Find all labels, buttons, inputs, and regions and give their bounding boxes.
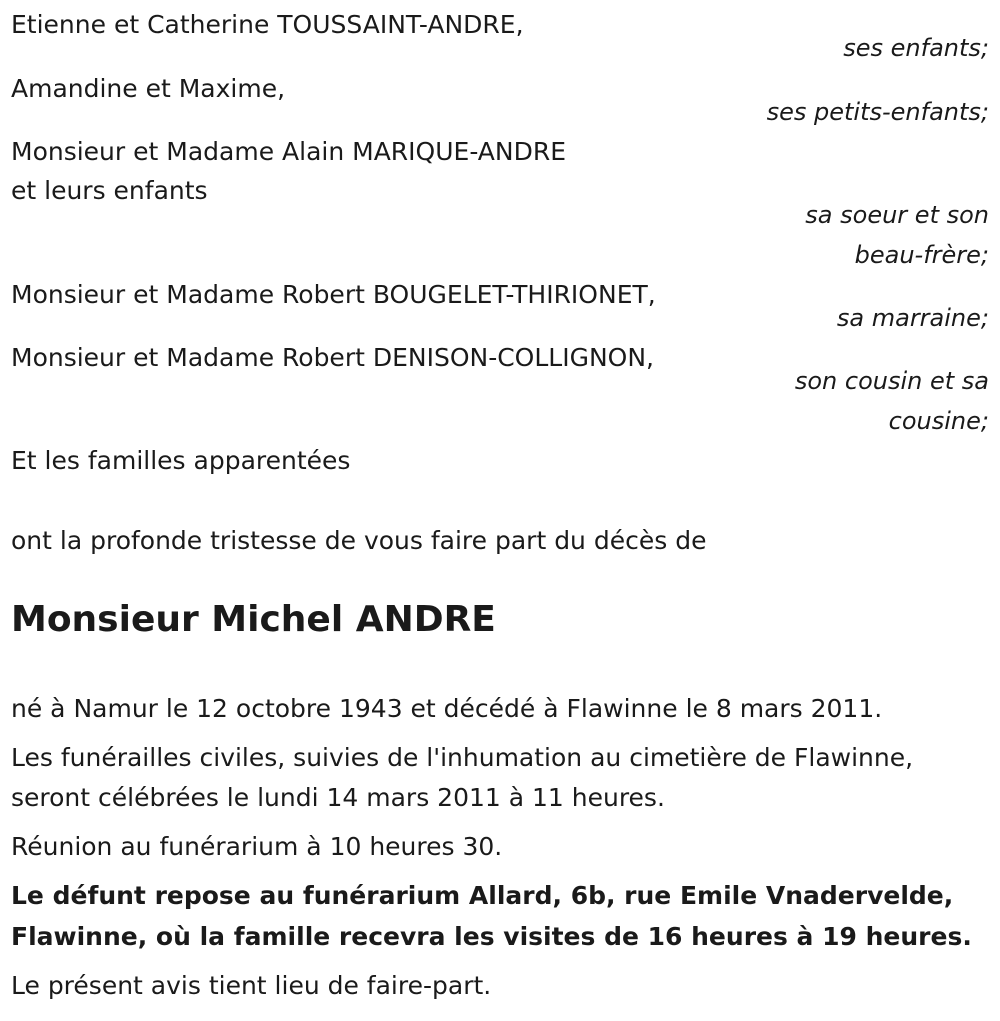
- family-names-cousins: Monsieur et Madame Robert DENISON-COLLIGNON,: [11, 343, 654, 372]
- relation-children: ses enfants;: [843, 34, 989, 62]
- family-names-godmother: Monsieur et Madame Robert BOUGELET-THIRIONET,: [11, 280, 656, 309]
- relation-cousins-line2: cousine;: [888, 407, 989, 435]
- family-names-sister-line1: Monsieur et Madame Alain MARIQUE-ANDRE: [11, 137, 567, 166]
- relation-sister-line2: beau-frère;: [854, 241, 989, 269]
- family-names-children: Etienne et Catherine TOUSSAINT-ANDRE,: [11, 10, 524, 39]
- funeral-line1: Les funérailles civiles, suivies de l'inhumation au cimetière de Flawinne,: [11, 743, 914, 772]
- birth-death: né à Namur le 12 octobre 1943 et décédé à Flawinne le 8 mars 2011.: [11, 694, 883, 723]
- relation-grandchildren: ses petits-enfants;: [766, 98, 989, 126]
- family-names-grandchildren: Amandine et Maxime,: [11, 74, 286, 103]
- relation-cousins-line1: son cousin et sa: [794, 367, 989, 395]
- relation-godmother: sa marraine;: [836, 304, 989, 332]
- relation-sister-line1: sa soeur et son: [805, 201, 989, 229]
- repose-line1: Le défunt repose au funérarium Allard, 6b, rue Emile Vnadervelde,: [11, 881, 954, 910]
- funeral-line2: seront célébrées le lundi 14 mars 2011 à 11 heures.: [11, 783, 665, 812]
- deceased-name: Monsieur Michel ANDRE: [11, 599, 496, 640]
- related-families: Et les familles apparentées: [11, 446, 351, 475]
- notice: Le présent avis tient lieu de faire-part.: [11, 971, 492, 1000]
- announcement: ont la profonde tristesse de vous faire part du décès de: [11, 526, 707, 555]
- repose-line2: Flawinne, où la famille recevra les visites de 16 heures à 19 heures.: [11, 922, 972, 951]
- family-names-sister-line2: et leurs enfants: [11, 176, 208, 205]
- meeting: Réunion au funérarium à 10 heures 30.: [11, 832, 503, 861]
